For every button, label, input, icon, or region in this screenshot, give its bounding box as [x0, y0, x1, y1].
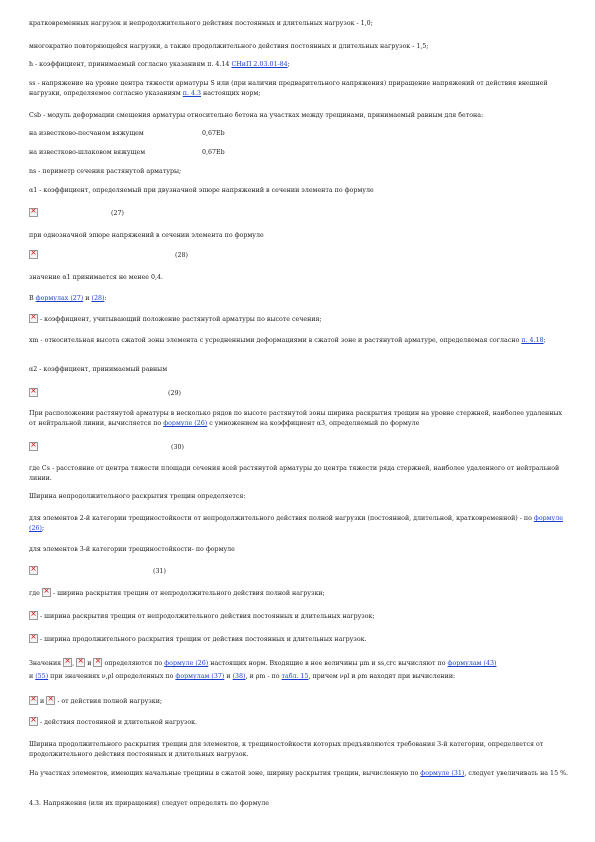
formula-row [29, 388, 569, 400]
paragraph-text: α2 - коэффициент, принимаемый равным [29, 366, 168, 373]
text-line [29, 148, 569, 158]
text-line [29, 42, 569, 52]
paragraph-text: , и ρm - по [245, 673, 280, 680]
paragraph-text: и [226, 673, 231, 680]
paragraph-text: с умножением на коэффициент α3, определяемый по формуле [209, 420, 420, 427]
broken-image-icon [29, 634, 38, 643]
paragraph-text: - ширина продолжительного раскрытия трещин от действия постоянных и длительных нагрузок. [40, 636, 367, 643]
formula-link[interactable]: формулам (43) [447, 660, 497, 667]
broken-image-icon [29, 566, 38, 575]
broken-image-icon [29, 250, 38, 259]
paragraph-text: - ширина раскрытия трещин от непродолжительного действия постоянных и длительных нагрузок; [40, 613, 375, 620]
paragraph-text: 4.3. Напряжения (или их приращения) следует определять по формуле [29, 800, 269, 807]
paragraph-text: Csb - модуль деформации смещения арматуры относительно бетона на участках между трещинами, принимаемый равным для бетона: [29, 112, 484, 119]
paragraph-text: на известково-песчаном вяжущем [29, 130, 144, 137]
paragraph-text: ss - напряжение на уровне центра тяжести арматуры S или (при наличии предварительного напряжения) приращение напряжений от действия внешней нагрузки, определяемое согласно указаниям [29, 80, 548, 97]
text-line [29, 231, 569, 241]
paragraph-text: многократно повторяющейся нагрузки, а также продолжительного действия постоянных и длительных нагрузок - 1,5; [29, 43, 429, 50]
formula-link[interactable]: формуле (31) [420, 770, 465, 777]
formula-number: (29) [168, 390, 181, 397]
text-line [29, 60, 569, 70]
paragraph-text: - ширина раскрытия трещин от непродолжительного действия полной нагрузки; [52, 590, 325, 597]
formula-link[interactable]: формулам (37) [175, 673, 225, 680]
text-paragraph [29, 409, 569, 429]
broken-image-icon [29, 388, 38, 397]
paragraph-text: настоящих норм. Входящие в нее величины μm и ss,crc вычисляют по [210, 660, 446, 667]
paragraph-text: для элементов 3-й категории трещиностойкости- по формуле [29, 546, 235, 553]
paragraph-text: h - коэффициент, принимаемый согласно указаниям п. 4.14 [29, 61, 230, 68]
broken-image-icon [29, 442, 38, 451]
paragraph-text: , следует увеличивать на 15 %. [464, 770, 569, 777]
paragraph-text: где Cs - расстояние от центра тяжести площади сечения всей растянутой арматуры до центра тяжести ряда стержней, наиболее удаленного от нейтральной линии. [29, 465, 560, 482]
paragraph-text: настоящих норм; [203, 90, 261, 97]
paragraph-text: - от действия полной нагрузки; [57, 698, 163, 705]
text-line [29, 545, 569, 555]
text-line [29, 365, 569, 375]
formula-number: (31) [153, 568, 166, 575]
text-line [29, 611, 569, 623]
text-paragraph [29, 79, 569, 99]
broken-image-icon [93, 658, 102, 667]
text-paragraph [29, 514, 569, 534]
formula-number: (28) [175, 252, 188, 259]
table-link[interactable]: табл. 15 [281, 673, 309, 680]
formula-link[interactable]: (55) [35, 673, 49, 680]
formula-number: (30) [171, 444, 184, 451]
paragraph-text: Ширина непродолжительного раскрытия трещин определяется: [29, 493, 246, 500]
paragraph-text: значение α1 принимается не менее 0,4. [29, 274, 164, 281]
snip-link[interactable]: СНиП 2.03.01-84 [231, 61, 288, 68]
formula-row [29, 442, 569, 454]
modulus-value: 0,67Eb [202, 149, 225, 156]
paragraph-text: и [29, 673, 34, 680]
punctuation: : [104, 295, 107, 302]
punctuation: ; [41, 525, 45, 532]
text-line [29, 672, 569, 682]
text-line [29, 658, 569, 670]
text-paragraph [29, 769, 569, 779]
formula-link[interactable]: формуле (26) [29, 515, 563, 532]
paragraph-text: - действия постоянной и длительной нагрузок. [40, 719, 198, 726]
paragraph-text: При расположении растянутой арматуры в несколько рядов по высоте растянутой зоны ширина раскрытия трещин на уровне стержней, наиболее удаленных от нейтральной линии, вычисляется по [29, 410, 562, 427]
formula-link[interactable]: (38) [232, 673, 246, 680]
paragraph-text: - коэффициент, учитывающий положение растянутой арматуры по высоте сечения; [40, 316, 322, 323]
text-line [29, 273, 569, 283]
paragraph-text: где [29, 590, 40, 597]
modulus-value: 0,67Eb [202, 130, 225, 137]
paragraph-text: Ширина продолжительного раскрытия трещин для элементов, к трещиностойкости которых предъявляются требования 3-й категории, определяется от продолжительного действия постоянных и длительных нагрузок. [29, 741, 544, 758]
broken-image-icon [46, 696, 55, 705]
formula-link[interactable]: формуле (26) [163, 420, 208, 427]
paragraph-text: и [85, 295, 90, 302]
text-line [29, 717, 569, 729]
text-paragraph [29, 336, 569, 346]
text-line [29, 186, 569, 196]
text-line [29, 492, 569, 502]
paragraph-text: В [29, 295, 34, 302]
broken-image-icon [29, 314, 38, 323]
paragraph-text: На участках элементов, имеющих начальные трещины в сжатой зоне, ширину раскрытия трещин, вычисленную по [29, 770, 419, 777]
punctuation: , [72, 660, 75, 667]
text-line [29, 167, 569, 177]
formula-row [29, 250, 569, 262]
paragraph-text: Значения [29, 660, 62, 667]
section-heading [29, 799, 569, 809]
paragraph-text: при значениях ν,ρl определенных по [50, 673, 174, 680]
formula-link[interactable]: формуле (26) [164, 660, 209, 667]
paragraph-text: при однозначной эпюре напряжений в сечении элемента по формуле [29, 232, 264, 239]
punctuation: ; [287, 61, 290, 68]
broken-image-icon [29, 611, 38, 620]
broken-image-icon [76, 658, 85, 667]
broken-image-icon [29, 717, 38, 726]
text-line [29, 314, 569, 326]
formula-number: (27) [111, 210, 124, 217]
paragraph-text: xm - относительная высота сжатой зоны элемента с усредненными деформациями в сжатой зоне и растянутой арматуре, определяемая согласно [29, 337, 520, 344]
paragraph-text: α1 - коэффициент, определяемый при двузначной эпюре напряжений в сечении элемента по формуле [29, 187, 374, 194]
paragraph-text: , причем νρl и ρm находят при вычислении: [308, 673, 456, 680]
paragraph-text: и [40, 698, 45, 705]
formula-row [29, 566, 569, 578]
paragraph-text: кратковременных нагрузок и непродолжительного действия постоянных и длительных нагрузок - 1,0; [29, 20, 373, 27]
text-line [29, 294, 569, 304]
paragraph-text: определяются по [104, 660, 163, 667]
broken-image-icon [29, 696, 38, 705]
formula-link[interactable]: (28) [91, 295, 105, 302]
text-line [29, 111, 569, 121]
text-line [29, 588, 569, 600]
text-line [29, 696, 569, 708]
text-line [29, 129, 569, 139]
text-line [29, 634, 569, 646]
broken-image-icon [63, 658, 75, 667]
broken-image-icon [29, 208, 38, 217]
text-paragraph [29, 740, 569, 760]
formula-link[interactable]: формулах (27) [35, 295, 84, 302]
text-line [29, 19, 569, 29]
paragraph-text: для элементов 2-й категории трещиностойкости от непродолжительного действия полной нагрузки (постоянной, длительной, кратковременной) - по [29, 515, 532, 522]
paragraph-text: и [87, 660, 92, 667]
paragraph-text: на известково-шлаковом вяжущем [29, 149, 146, 156]
clause-link[interactable]: п. 4.18 [521, 337, 544, 344]
formula-row [29, 208, 569, 220]
paragraph-text: ns - периметр сечения растянутой арматуры; [29, 168, 182, 175]
punctuation: ; [543, 337, 546, 344]
text-paragraph [29, 464, 569, 484]
clause-link[interactable]: п. 4.3 [182, 90, 201, 97]
broken-image-icon [42, 588, 51, 597]
